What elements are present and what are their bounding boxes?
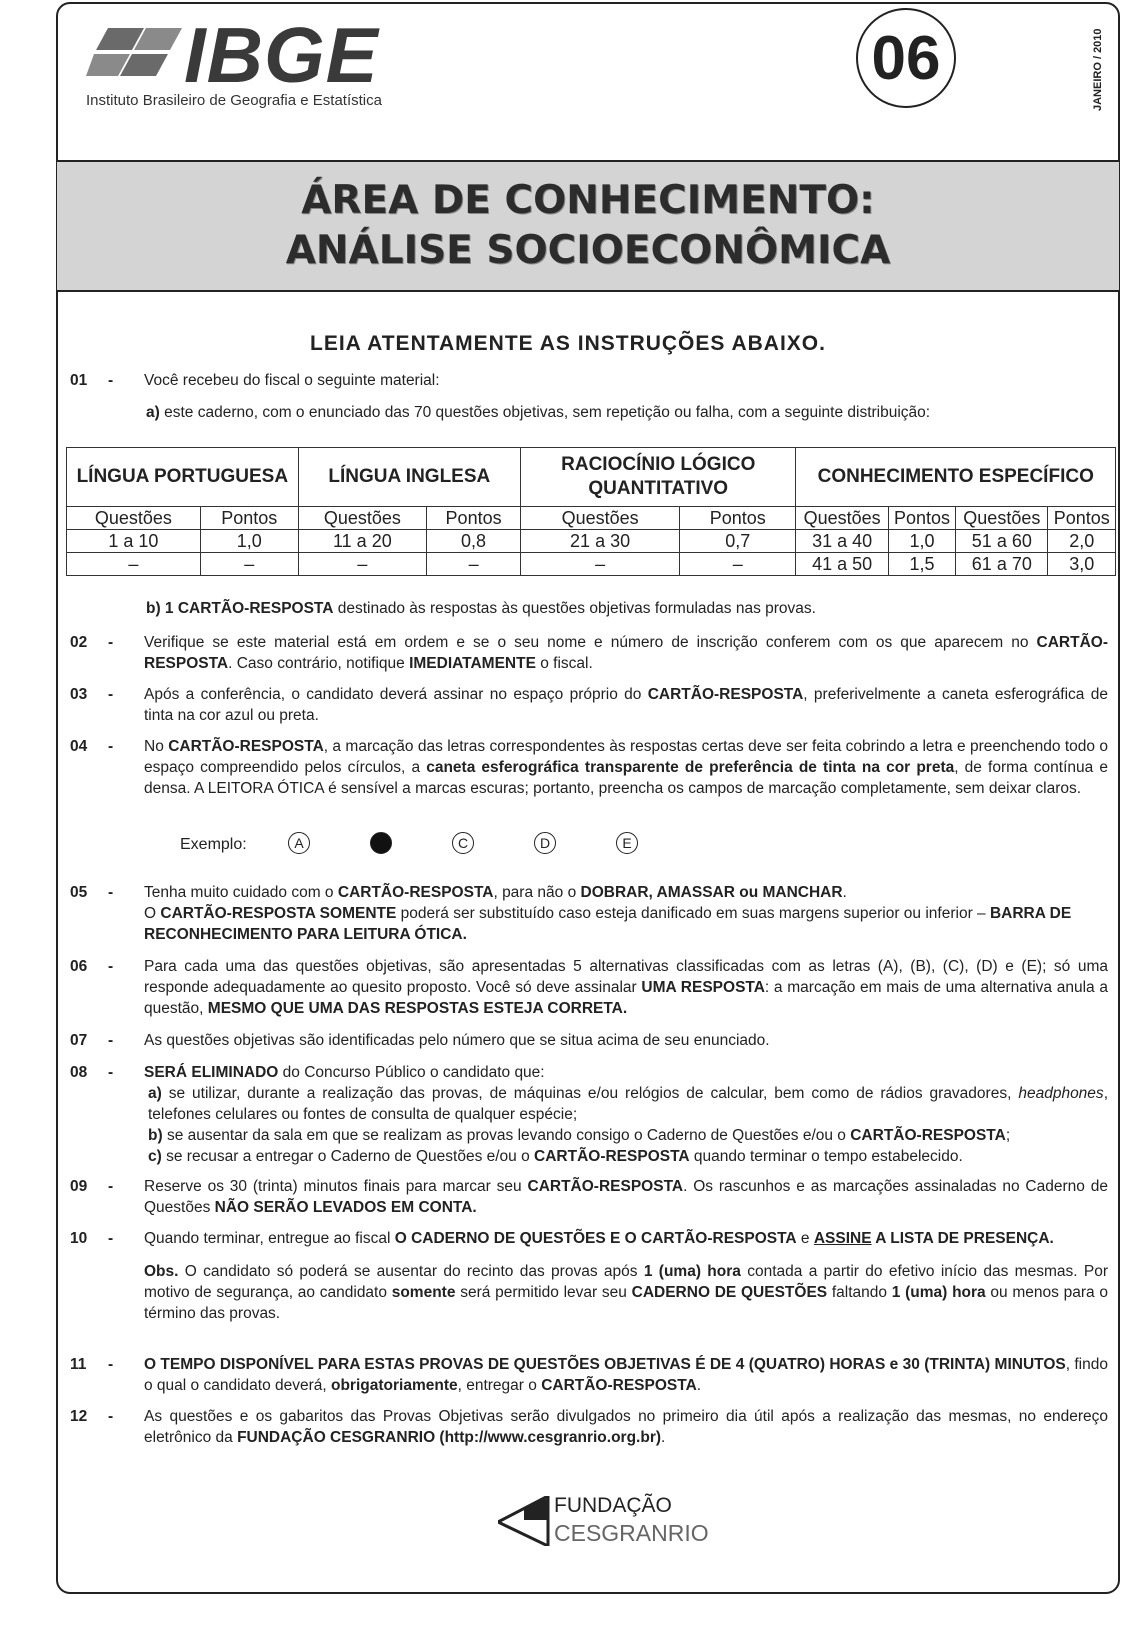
instruction-04: 04 - No CARTÃO-RESPOSTA, a marcação das letras correspondentes às respostas certas deve ser feita cobrindo a letra e preenchendo todo o espaço compreendido pelos círculos, a caneta esferográfica transparente de preferência de tinta na cor preta, de forma contínua e densa. A LEITORA ÓTICA é sensível a marcas escuras; portanto, preencha os campos de marcação completamente, sem deixar claros. <box>70 738 1108 797</box>
logo-subtitle: Instituto Brasileiro de Geografia e Estatística <box>86 92 382 109</box>
logo-line-1: FUNDAÇÃO <box>554 1494 672 1517</box>
instruction-06: 06 - Para cada uma das questões objetivas, são apresentadas 5 alternativas classificadas com as letras (A), (B), (C), (D) e (E); só uma responde adequadamente ao quesito proposto. Você só deve assinalar UMA RESPOSTA: a marcação em mais de uma alternativa anula a questão, MESMO QUE UMA DAS RESPOSTAS ESTEJA CORRETA. <box>70 958 1108 1017</box>
title-line-1: ÁREA DE CONHECIMENTO: <box>301 178 875 223</box>
table-subheader: Questões <box>796 507 888 530</box>
table-cell: – <box>298 553 426 576</box>
logo-line-2: CESGRANRIO <box>554 1520 709 1546</box>
item-label: a) <box>146 404 160 421</box>
example-option-d: D <box>534 832 556 854</box>
table-cell: 0,7 <box>680 530 796 553</box>
table-subheader: Pontos <box>888 507 955 530</box>
table-cell: 31 a 40 <box>796 530 888 553</box>
instruction-11: 11 - O TEMPO DISPONÍVEL PARA ESTAS PROVAS DE QUESTÕES OBJETIVAS É DE 4 (QUATRO) HORAS e 30 (TRINTA) MINUTOS, findo o qual o candidato deverá, obrigatoriamente, entregar o CARTÃO-RESPOSTA. <box>70 1356 1108 1394</box>
table-cell: 1,5 <box>888 553 955 576</box>
instruction-07: 07 - As questões objetivas são identificadas pelo número que se situa acima de seu enunciado. <box>70 1032 770 1049</box>
table-subheader: Pontos <box>427 507 521 530</box>
instruction-03: 03 - Após a conferência, o candidato deverá assinar no espaço próprio do CARTÃO-RESPOSTA, preferivelmente a caneta esferográfica de tinta na cor azul ou preta. <box>70 686 1108 724</box>
instruction-01b <box>70 598 1108 619</box>
instruction-01: 01 - Você recebeu do fiscal o seguinte material: <box>70 370 1108 391</box>
side-date: JANEIRO / 2010 <box>1092 28 1104 112</box>
table-row <box>67 553 1116 576</box>
table-subheader: Questões <box>67 507 201 530</box>
table-subheader: Pontos <box>200 507 298 530</box>
table-cell: 11 a 20 <box>298 530 426 553</box>
instruction-01a <box>70 402 1108 423</box>
ibge-logo <box>86 11 406 112</box>
instruction-10: 10 - Quando terminar, entregue ao fiscal O CADERNO DE QUESTÕES E O CARTÃO-RESPOSTA e ASSINE A LISTA DE PRESENÇA. Obs. O candidato só poderá se ausentar do recinto das provas após 1 (uma) hora contada a partir do efetivo início das mesmas. Por motivo de segurança, ao candidato somente será permitido levar seu CADERNO DE QUESTÕES faltando 1 (uma) hora ou menos para o término das provas. <box>70 1230 1109 1322</box>
table-subheader: Pontos <box>1048 507 1116 530</box>
item-number: 01 <box>70 372 88 389</box>
instruction-02: 02 - Verifique se este material está em ordem e se o seu nome e número de inscrição conferem com os que aparecem no CARTÃO-RESPOSTA. Caso contrário, notifique IMEDIATAMENTE o fiscal. <box>70 634 1108 672</box>
table-cell: 1 a 10 <box>67 530 201 553</box>
table-cell: 3,0 <box>1048 553 1116 576</box>
table-cell: 1,0 <box>888 530 955 553</box>
table-cell: 61 a 70 <box>956 553 1048 576</box>
example-option-a: A <box>288 832 310 854</box>
table-header: LÍNGUA PORTUGUESA <box>67 448 299 507</box>
instruction-09: 09 - Reserve os 30 (trinta) minutos finais para marcar seu CARTÃO-RESPOSTA. Os rascunhos e as marcações assinaladas no Caderno de Questões NÃO SERÃO LEVADOS EM CONTA. <box>70 1178 1108 1216</box>
cesgranrio-arrow-icon <box>498 1496 552 1546</box>
table-header: LÍNGUA INGLESA <box>298 448 520 507</box>
table-header: RACIOCÍNIO LÓGICO QUANTITATIVO <box>521 448 796 507</box>
table-subheader: Pontos <box>680 507 796 530</box>
table-subheader: Questões <box>521 507 680 530</box>
table-cell: – <box>427 553 521 576</box>
title-band <box>57 160 1119 292</box>
item-text: Você recebeu do fiscal o seguinte material: <box>144 372 440 389</box>
table-subheader: Questões <box>298 507 426 530</box>
table-cell: 21 a 30 <box>521 530 680 553</box>
instruction-08: 08 - SERÁ ELIMINADO do Concurso Público o candidato que: a) se utilizar, durante a realização das provas, de máquinas e/ou relógios de calcular, bem como de rádios gravadores, headphones, telefones celulares ou fontes de consulta de qualquer espécie; b) se ausentar da sala em que se realizam as provas levando consigo o Caderno de Questões e/ou o CARTÃO-RESPOSTA; c) se recusar a entregar o Caderno de Questões e/ou o CARTÃO-RESPOSTA quando terminar o tempo estabelecido. <box>70 1064 1108 1165</box>
example-option-e: E <box>616 832 638 854</box>
table-cell: – <box>680 553 796 576</box>
item-text: destinado às respostas às questões objetivas formuladas nas provas. <box>333 600 816 617</box>
table-cell: – <box>521 553 680 576</box>
table-cell: 41 a 50 <box>796 553 888 576</box>
table-cell: 2,0 <box>1048 530 1116 553</box>
table-row <box>67 530 1116 553</box>
ibge-logo-icon <box>86 20 186 90</box>
table-cell: – <box>200 553 298 576</box>
title-line-2: ANÁLISE SOCIOECONÔMICA <box>285 228 891 273</box>
item-label: b) 1 CARTÃO-RESPOSTA <box>146 600 334 617</box>
example-option-c: C <box>452 832 474 854</box>
logo-name: IBGE <box>184 11 379 99</box>
table-subheader: Questões <box>956 507 1048 530</box>
example-label: Exemplo: <box>180 836 247 853</box>
table-cell: 1,0 <box>200 530 298 553</box>
booklet-number-badge: 06 <box>856 8 956 108</box>
cesgranrio-logo <box>498 1492 709 1554</box>
instruction-12: 12 - As questões e os gabaritos das Provas Objetivas serão divulgados no primeiro dia útil após a realização das mesmas, no endereço eletrônico da FUNDAÇÃO CESGRANRIO (http://www.cesgranrio.org.br). <box>70 1408 1108 1446</box>
table-cell: 0,8 <box>427 530 521 553</box>
table-header: CONHECIMENTO ESPECÍFICO <box>796 448 1116 507</box>
example-option-b-filled <box>370 832 392 854</box>
distribution-table <box>66 447 1116 576</box>
instruction-05: 05 - Tenha muito cuidado com o CARTÃO-RESPOSTA, para não o DOBRAR, AMASSAR ou MANCHAR. O CARTÃO-RESPOSTA SOMENTE poderá ser substituído caso esteja danificado em suas margens superior ou inferior – BARRA DE RECONHECIMENTO PARA LEITURA ÓTICA. <box>70 884 1072 943</box>
table-cell: – <box>67 553 201 576</box>
item-text: este caderno, com o enunciado das 70 questões objetivas, sem repetição ou falha, com a seguinte distribuição: <box>159 404 931 421</box>
instructions-heading: LEIA ATENTAMENTE AS INSTRUÇÕES ABAIXO. <box>310 332 826 355</box>
table-cell: 51 a 60 <box>956 530 1048 553</box>
